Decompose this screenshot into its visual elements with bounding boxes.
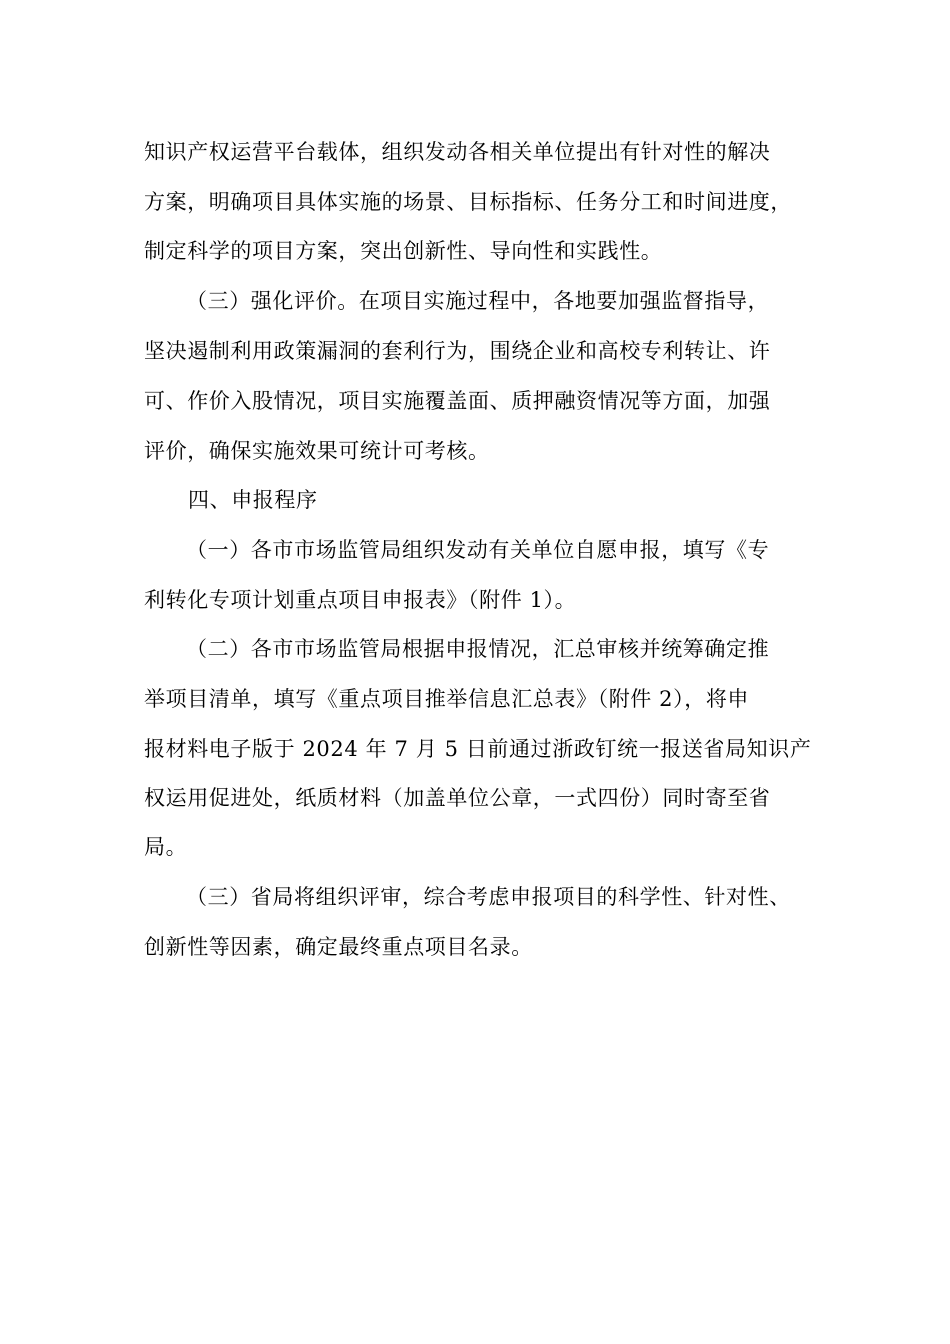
procedure-item-3: （三）省局将组织评审，综合考虑申报项目的科学性、针对性、: [186, 885, 791, 909]
procedure-item-1: （一）各市市场监管局组织发动有关单位自愿申报，填写《专: [186, 538, 770, 562]
section-heading-application-procedure: 四、申报程序: [188, 488, 318, 512]
paragraph-line: 知识产权运营平台载体，组织发动各相关单位提出有针对性的解决: [144, 140, 771, 164]
paragraph-line: 方案，明确项目具体实施的场景、目标指标、任务分工和时间进度，: [144, 190, 792, 214]
paragraph-line: 局。: [144, 835, 188, 859]
procedure-item-2: （二）各市市场监管局根据申报情况，汇总审核并统筹确定推: [186, 637, 770, 661]
section-strengthen-evaluation: （三）强化评价。在项目实施过程中，各地要加强监督指导，: [186, 289, 770, 313]
paragraph-line: 利转化专项计划重点项目申报表》（附件 1）。: [144, 588, 577, 612]
paragraph-line: 评价，确保实施效果可统计可考核。: [144, 439, 490, 463]
paragraph-line: 可、作价入股情况，项目实施覆盖面、质押融资情况等方面，加强: [144, 389, 771, 413]
paragraph-line: 创新性等因素，确定最终重点项目名录。: [144, 935, 533, 959]
paragraph-line: 举项目清单，填写《重点项目推举信息汇总表》（附件 2），将申: [144, 687, 750, 711]
paragraph-line: 坚决遏制利用政策漏洞的套利行为，围绕企业和高校专利转让、许: [144, 339, 771, 363]
paragraph-line: 报材料电子版于 2024 年 7 月 5 日前通过浙政钉统一报送省局知识产: [144, 737, 812, 761]
paragraph-line: 权运用促进处，纸质材料（加盖单位公章，一式四份）同时寄至省: [144, 786, 771, 810]
paragraph-line: 制定科学的项目方案，突出创新性、导向性和实践性。: [144, 239, 663, 263]
